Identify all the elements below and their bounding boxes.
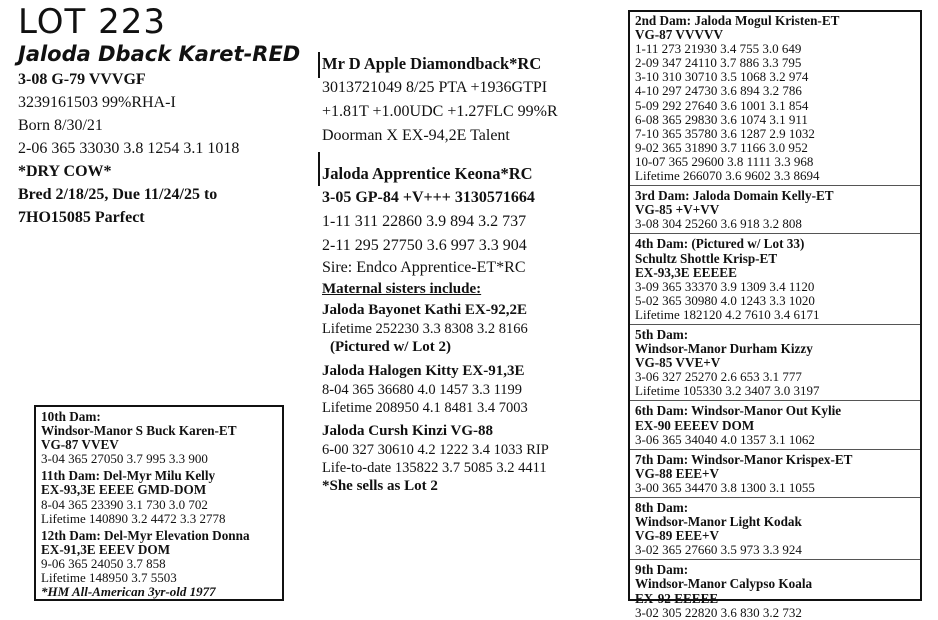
sire-dam-column [322, 52, 612, 496]
dam11-record1: 8-04 365 23390 3.1 730 3.0 702 [41, 496, 208, 512]
dam11-title: 11th Dam: Del-Myr Milu Kelly [41, 468, 216, 484]
dam8-block [635, 501, 915, 557]
sister-3-note: *She sells as Lot 2 [322, 478, 438, 494]
dam2-record-6: 6-08 365 29830 3.6 1074 3.1 911 [635, 111, 808, 127]
dam12-record2: Lifetime 148950 3.7 5503 [41, 570, 177, 586]
dam2-title: 2nd Dam: Jaloda Mogul Kristen-ET [635, 13, 840, 28]
sire-line1: 3013721049 8/25 PTA +1936GTPI [322, 79, 548, 96]
pedigree-box-right [628, 10, 922, 620]
dam2-block [635, 14, 915, 183]
dam4-title: 4th Dam: (Pictured w/ Lot 33) [635, 236, 805, 252]
sister-2-line2: Lifetime 208950 4.1 8481 3.4 7003 [322, 400, 528, 416]
animal-name: Jaloda Dback Karet-RED [18, 42, 301, 66]
dam2-record-2: 2-09 347 24110 3.7 886 3.3 795 [635, 55, 802, 71]
animal-bred-line2: 7HO15085 Parfect [18, 209, 145, 226]
animal-details [18, 68, 239, 229]
dam-classification [322, 186, 612, 210]
dam6-record: 3-06 365 34040 4.0 1357 3.1 1062 [635, 431, 815, 447]
dam12-classification: EX-91,3E EEEV DOM [41, 541, 171, 557]
sister-1 [322, 301, 612, 357]
dam12-record1: 9-06 365 24050 3.7 858 [41, 555, 166, 571]
dam3-record: 3-08 304 25260 3.6 918 3.2 808 [635, 216, 802, 232]
dam-divider [318, 152, 320, 186]
dam3-title: 3rd Dam: Jaloda Domain Kelly-ET [635, 188, 834, 204]
dam-section [322, 162, 612, 278]
dam11-record2: Lifetime 140890 3.2 4472 3.3 2778 [41, 510, 226, 526]
divider [630, 559, 920, 560]
dam9-record: 3-02 305 22820 3.6 830 3.2 732 [635, 604, 802, 620]
dam2-record-4: 4-10 297 24730 3.6 894 3.2 786 [635, 83, 802, 99]
animal-registration: 3239161503 99%RHA-I [18, 94, 176, 111]
sister-2-line1: 8-04 365 36680 4.0 1457 3.3 1199 [322, 382, 523, 398]
dam9-classification: EX-92 EEEEE [635, 590, 719, 606]
sire-line3: Doorman X EX-94,2E Talent [322, 127, 510, 144]
dam2-record-3: 3-10 310 30710 3.5 1068 3.2 974 [635, 69, 809, 85]
dam-record2: 2-11 295 27750 3.6 997 3.3 904 [322, 237, 527, 254]
dam7-classification: VG-88 EEE+V [635, 465, 720, 481]
dam5-title: 5th Dam: [635, 326, 689, 342]
dam12-title: 12th Dam: Del-Myr Elevation Donna [41, 527, 250, 543]
sister-3-name: Jaloda Cursh Kinzi VG-88 [322, 423, 493, 439]
dam-sire-line: Sire: Endco Apprentice-ET*RC [322, 259, 526, 276]
divider [630, 400, 920, 401]
divider [630, 324, 920, 325]
dam4-record-1: 3-09 365 33370 3.9 1309 3.4 1120 [635, 278, 815, 294]
pedigree-box-left [34, 405, 284, 601]
animal-born: Born 8/30/21 [18, 117, 103, 134]
sire-line2: +1.81T +1.00UDC +1.27FLC 99%R [322, 103, 558, 120]
dam6-block [635, 404, 915, 446]
dam11-classification: EX-93,3E EEEE GMD-DOM [41, 482, 207, 498]
dam-record1: 1-11 311 22860 3.9 894 3.2 737 [322, 213, 527, 230]
divider [630, 185, 920, 186]
animal-bred-line1: Bred 2/18/25, Due 11/24/25 to [18, 186, 218, 203]
divider [630, 497, 920, 498]
dam-classification-text: 3-05 GP-84 +V+++ 3130571664 [322, 189, 535, 206]
dam5-record-2: Lifetime 105330 3.2 3407 3.0 3197 [635, 383, 820, 399]
animal-classification: 3-08 G-79 VVVGF [18, 71, 146, 88]
maternal-sisters-heading: Maternal sisters include: [322, 281, 482, 297]
dam7-record: 3-00 365 34470 3.8 1300 3.1 1055 [635, 479, 815, 495]
dam9-name: Windsor-Manor Calypso Koala [635, 576, 813, 592]
dam8-title: 8th Dam: [635, 500, 689, 515]
dam2-record-1: 1-11 273 21930 3.4 755 3.0 649 [635, 41, 802, 57]
dam9-block [635, 563, 915, 619]
dam11-block [41, 469, 277, 525]
dam6-title: 6th Dam: Windsor-Manor Out Kylie [635, 403, 842, 419]
dam4-record-3: Lifetime 182120 4.2 7610 3.4 6171 [635, 306, 820, 322]
maternal-sisters [322, 280, 612, 496]
sister-1-line1: Lifetime 252230 3.3 8308 3.2 8166 [322, 321, 528, 337]
lot-number: LOT 223 [18, 2, 166, 42]
dam3-block [635, 189, 915, 231]
sister-3-line1: 6-00 327 30610 4.2 1222 3.4 1033 RIP [322, 442, 549, 458]
dam4-block [635, 237, 915, 322]
dam10-record: 3-04 365 27050 3.7 995 3.3 900 [41, 451, 208, 467]
dam4-name: Schultz Shottle Krisp-ET [635, 250, 778, 266]
sister-2 [322, 362, 612, 417]
dam2-record-9: 10-07 365 29600 3.8 1111 3.3 968 [635, 153, 814, 169]
dam8-classification: VG-89 EEE+V [635, 528, 720, 544]
sire-name: Mr D Apple Diamondback*RC [322, 54, 542, 73]
dam10-block [41, 410, 277, 466]
dam5-classification: VG-85 VVE+V [635, 355, 721, 371]
dam10-title: 10th Dam: [41, 409, 101, 424]
dam4-classification: EX-93,3E EEEEE [635, 264, 737, 280]
sister-1-note: (Pictured w/ Lot 2) [330, 339, 451, 355]
divider [630, 449, 920, 450]
dam10-classification: VG-87 VVEV [41, 437, 119, 453]
sire-divider [318, 52, 320, 78]
dam4-record-2: 5-02 365 30980 4.0 1243 3.3 1020 [635, 292, 815, 308]
dam10-name: Windsor-Manor S Buck Karen-ET [41, 423, 237, 439]
sister-2-name: Jaloda Halogen Kitty EX-91,3E [322, 363, 525, 379]
dam2-record-8: 9-02 365 31890 3.7 1166 3.0 952 [635, 139, 808, 155]
dam6-classification: EX-90 EEEEV DOM [635, 417, 755, 433]
dam5-block [635, 328, 915, 398]
divider [630, 233, 920, 234]
dam5-name: Windsor-Manor Durham Kizzy [635, 341, 813, 357]
dam8-record: 3-02 365 27660 3.5 973 3.3 924 [635, 542, 802, 558]
dam12-block [41, 529, 277, 599]
animal-record: 2-06 365 33030 3.8 1254 3.1 1018 [18, 140, 240, 157]
sister-3-line2: Life-to-date 135822 3.7 5085 3.2 4411 [322, 460, 547, 476]
dam3-classification: VG-85 +V+VV [635, 202, 720, 218]
dam5-record-1: 3-06 327 25270 2.6 653 3.1 777 [635, 369, 802, 385]
dam7-block [635, 453, 915, 495]
dam2-classification: VG-87 VVVVV [635, 27, 724, 43]
dam2-record-7: 7-10 365 35780 3.6 1287 2.9 1032 [635, 125, 815, 141]
sister-3 [322, 422, 612, 496]
dam-name: Jaloda Apprentice Keona*RC [322, 164, 533, 183]
dam2-record-10: Lifetime 266070 3.6 9602 3.3 8694 [635, 168, 820, 184]
dam2-record-5: 5-09 292 27640 3.6 1001 3.1 854 [635, 97, 809, 113]
sister-1-name: Jaloda Bayonet Kathi EX-92,2E [322, 302, 528, 318]
dam12-note: *HM All-American 3yr-old 1977 [41, 584, 216, 600]
dam9-title: 9th Dam: [635, 562, 689, 578]
animal-status: *DRY COW* [18, 163, 112, 180]
dam7-title: 7th Dam: Windsor-Manor Krispex-ET [635, 451, 853, 467]
dam8-name: Windsor-Manor Light Kodak [635, 514, 802, 530]
